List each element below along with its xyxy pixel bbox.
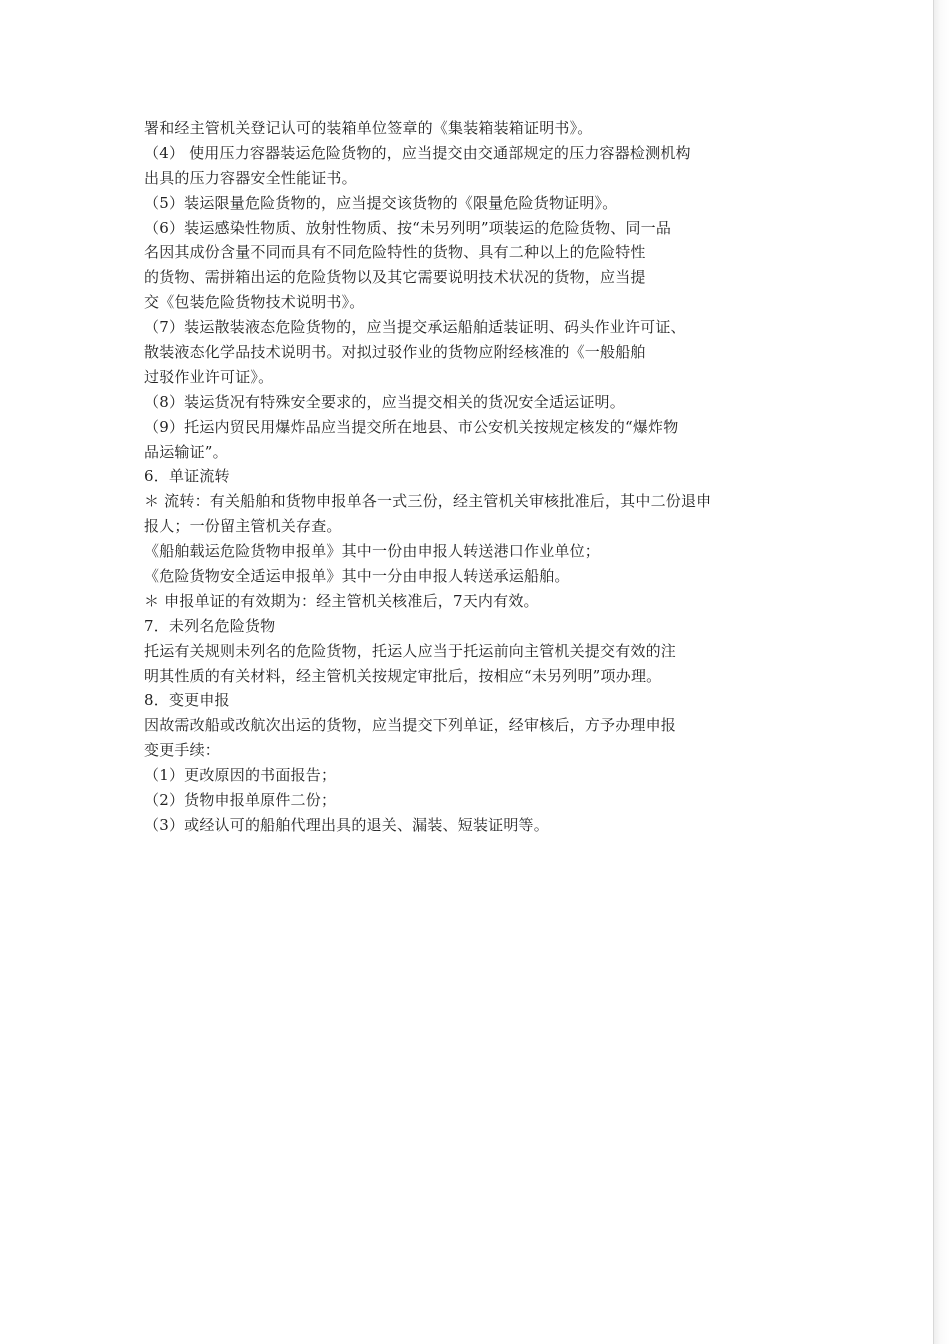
section-heading: 7．未列名危险货物 (144, 616, 276, 635)
text-line: 托运有关规则未列名的危险货物，托运人应当于托运前向主管机关提交有效的注 (144, 641, 677, 660)
text-line: （2）货物申报单原件二份； (144, 791, 337, 810)
text-line: （7）装运散装液态危险货物的，应当提交承运船舶适装证明、码头作业许可证、 (144, 318, 686, 337)
text-line: （3）或经认可的船舶代理出具的退关、漏装、短装证明等。 (144, 815, 549, 834)
document-body (144, 116, 784, 838)
text-line: （5）装运限量危险货物的，应当提交该货物的《限量危险货物证明》。 (144, 193, 618, 212)
text-line: （6）装运感染性物质、放射性物质、按“未另列明”项装运的危险货物、同一品 (144, 218, 672, 237)
text-line: 出具的压力容器安全性能证书。 (144, 168, 357, 187)
text-line: 明其性质的有关材料，经主管机关按规定审批后，按相应“未另列明”项办理。 (144, 666, 662, 685)
text-line: （4） 使用压力容器装运危险货物的，应当提交由交通部规定的压力容器检测机构 (144, 143, 691, 162)
text-line: 《船舶载运危险货物申报单》其中一份由申报人转送港口作业单位； (144, 542, 601, 561)
text-line: 变更手续： (144, 741, 221, 760)
text-line: 的货物、需拼箱出运的危险货物以及其它需要说明技术状况的货物，应当提 (144, 268, 646, 287)
text-line: 报人；一份留主管机关存查。 (144, 517, 342, 536)
text-line: ＊ 申报单证的有效期为：经主管机关核准后，7天内有效。 (144, 591, 539, 610)
section-heading: 6．单证流转 (144, 467, 230, 486)
text-line: （1）更改原因的书面报告； (144, 766, 337, 785)
text-line: 名因其成份含量不同而具有不同危险特性的货物、具有二种以上的危险特性 (144, 243, 646, 262)
text-line: ＊ 流转：有关船舶和货物申报单各一式三份，经主管机关审核批准后，其中二份退申 (144, 492, 712, 511)
text-line: 品运输证”。 (144, 442, 228, 461)
text-line: （9）托运内贸民用爆炸品应当提交所在地县、市公安机关按规定核发的“爆炸物 (144, 417, 679, 436)
text-line: 过驳作业许可证》。 (144, 367, 274, 386)
text-line: 署和经主管机关登记认可的装箱单位签章的《集装箱装箱证明书》。 (144, 119, 593, 137)
text-line: 交《包装危险货物技术说明书》。 (144, 293, 365, 312)
text-line: 因故需改船或改航次出运的货物，应当提交下列单证，经审核后，方予办理申报 (144, 716, 677, 735)
text-line: 《危险货物安全适运申报单》其中一分由申报人转送承运船舶。 (144, 567, 570, 586)
section-heading: 8．变更申报 (144, 691, 230, 710)
page-shadow (934, 0, 950, 1344)
text-line: 散装液态化学品技术说明书。对拟过驳作业的货物应附经核准的《一般船舶 (144, 343, 646, 362)
text-line: （8）装运货况有特殊安全要求的，应当提交相关的货况安全适运证明。 (144, 392, 625, 411)
